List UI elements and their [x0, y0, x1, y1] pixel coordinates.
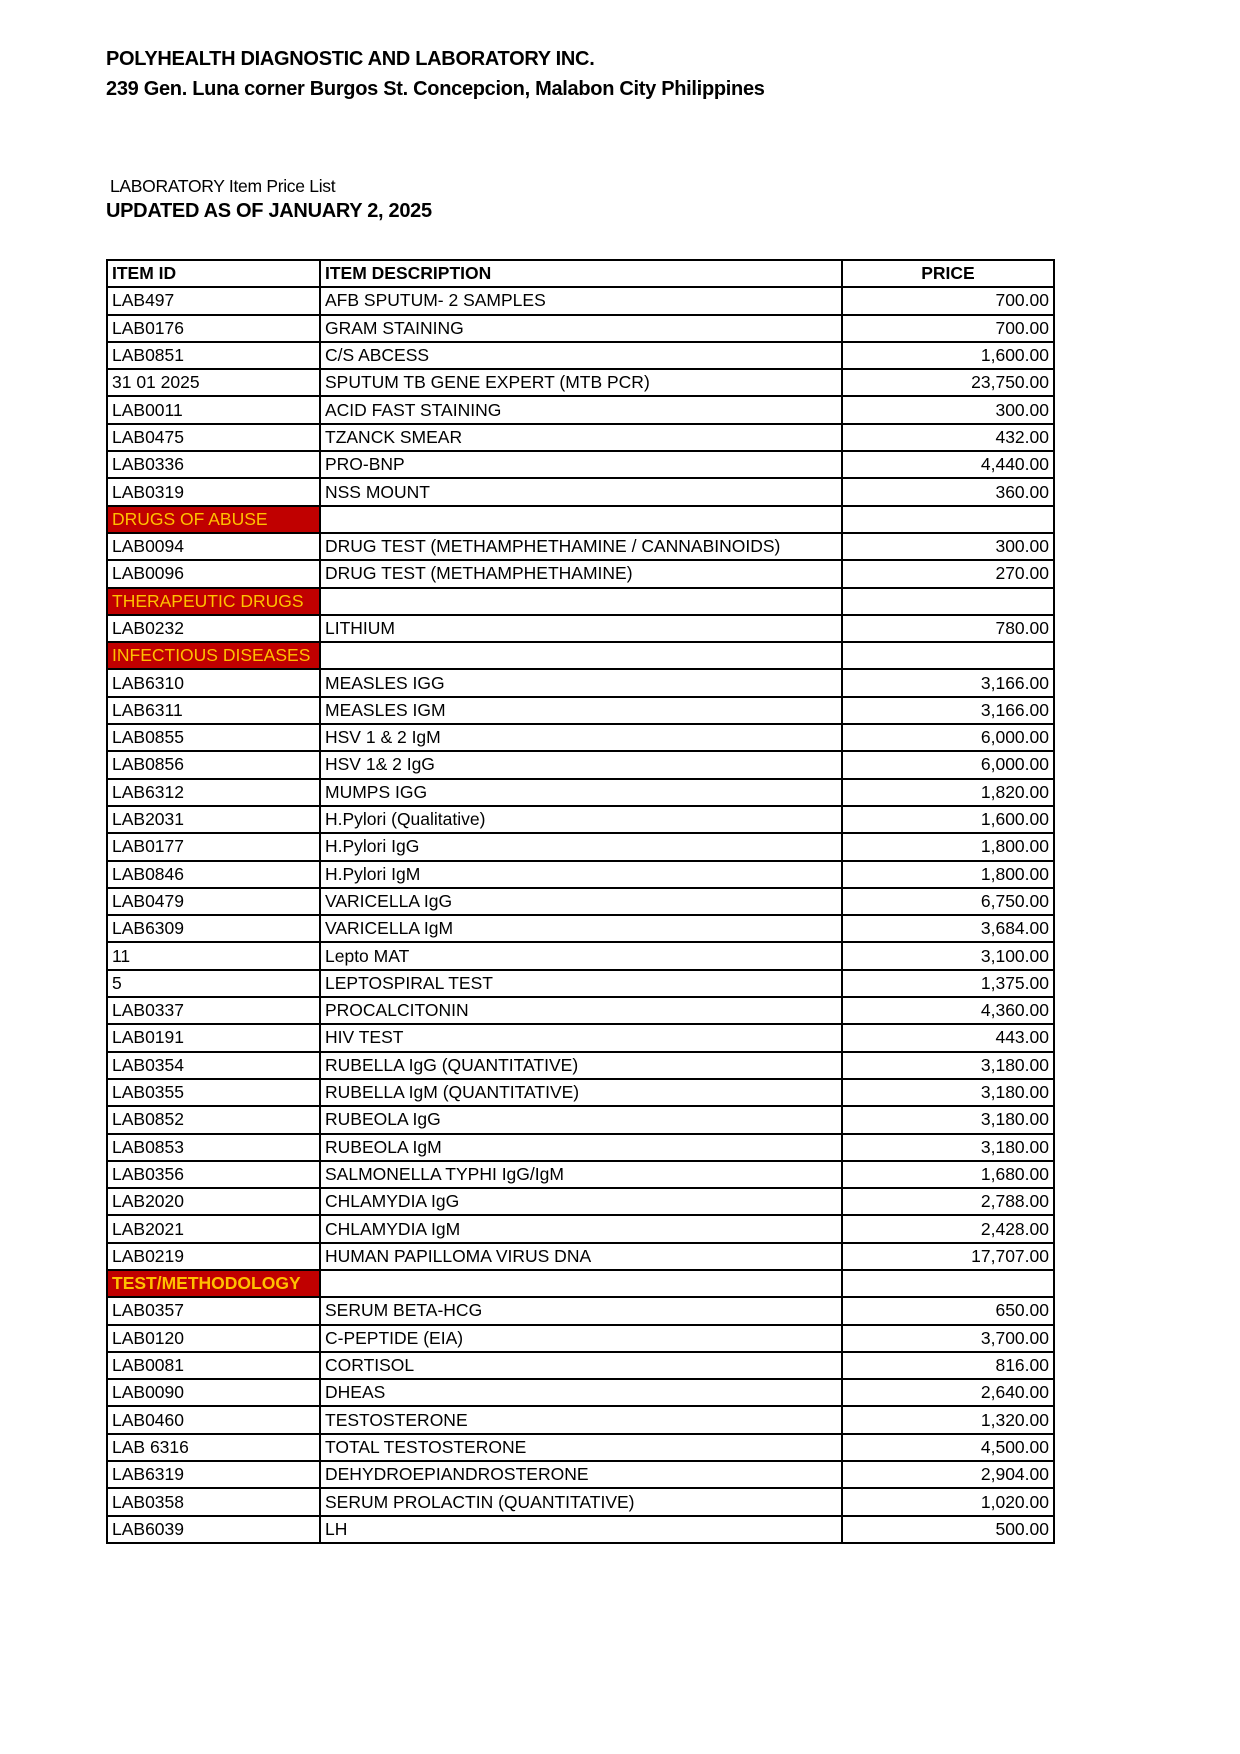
table-row [107, 478, 1054, 505]
table-row [107, 724, 1054, 751]
item-description: DEHYDROEPIANDROSTERONE [320, 1461, 842, 1488]
item-price: 3,180.00 [842, 1134, 1054, 1161]
category-label: DRUGS OF ABUSE [107, 506, 320, 533]
item-id: LAB6310 [107, 669, 320, 696]
item-price: 1,600.00 [842, 806, 1054, 833]
item-description: SERUM PROLACTIN (QUANTITATIVE) [320, 1488, 842, 1515]
item-id: LAB0094 [107, 533, 320, 560]
price-list-table [106, 259, 1055, 1544]
item-id: LAB0460 [107, 1406, 320, 1433]
table-row [107, 1161, 1054, 1188]
item-price: 700.00 [842, 315, 1054, 342]
item-description: PROCALCITONIN [320, 997, 842, 1024]
item-description: SALMONELLA TYPHI IgG/IgM [320, 1161, 842, 1188]
item-id: LAB2021 [107, 1215, 320, 1242]
item-description: GRAM STAINING [320, 315, 842, 342]
table-row [107, 560, 1054, 587]
item-price: 3,700.00 [842, 1325, 1054, 1352]
table-row [107, 1243, 1054, 1270]
item-id: LAB6319 [107, 1461, 320, 1488]
item-description: RUBEOLA IgG [320, 1106, 842, 1133]
item-price: 1,680.00 [842, 1161, 1054, 1188]
item-description: CORTISOL [320, 1352, 842, 1379]
table-row [107, 1024, 1054, 1051]
table-row [107, 861, 1054, 888]
item-description: NSS MOUNT [320, 478, 842, 505]
table-row [107, 779, 1054, 806]
item-id: LAB0219 [107, 1243, 320, 1270]
item-id: LAB0096 [107, 560, 320, 587]
item-description: DRUG TEST (METHAMPHETHAMINE / CANNABINOIDS) [320, 533, 842, 560]
item-description: HSV 1& 2 IgG [320, 751, 842, 778]
table-row [107, 1215, 1054, 1242]
category-row [107, 1270, 1054, 1297]
table-row [107, 970, 1054, 997]
item-price: 6,000.00 [842, 724, 1054, 751]
item-price: 6,000.00 [842, 751, 1054, 778]
item-description: RUBELLA IgG (QUANTITATIVE) [320, 1052, 842, 1079]
item-price: 360.00 [842, 478, 1054, 505]
table-row [107, 1079, 1054, 1106]
table-row [107, 888, 1054, 915]
table-row [107, 697, 1054, 724]
item-price: 2,788.00 [842, 1188, 1054, 1215]
empty-cell [320, 506, 842, 533]
item-price: 2,904.00 [842, 1461, 1054, 1488]
category-label: INFECTIOUS DISEASES [107, 642, 320, 669]
item-price: 17,707.00 [842, 1243, 1054, 1270]
item-price: 3,180.00 [842, 1106, 1054, 1133]
empty-cell [320, 588, 842, 615]
item-price: 3,166.00 [842, 669, 1054, 696]
item-id: LAB0011 [107, 396, 320, 423]
item-id: LAB0337 [107, 997, 320, 1024]
table-row [107, 369, 1054, 396]
item-price: 816.00 [842, 1352, 1054, 1379]
table-row [107, 1434, 1054, 1461]
item-description: CHLAMYDIA IgM [320, 1215, 842, 1242]
item-id: LAB0336 [107, 451, 320, 478]
category-row [107, 642, 1054, 669]
table-row [107, 1106, 1054, 1133]
item-description: RUBELLA IgM (QUANTITATIVE) [320, 1079, 842, 1106]
empty-cell [842, 506, 1054, 533]
item-price: 1,800.00 [842, 861, 1054, 888]
item-price: 1,800.00 [842, 833, 1054, 860]
table-row [107, 942, 1054, 969]
table-row [107, 915, 1054, 942]
item-id: LAB0319 [107, 478, 320, 505]
item-description: MEASLES IGG [320, 669, 842, 696]
item-description: RUBEOLA IgM [320, 1134, 842, 1161]
item-id: LAB0355 [107, 1079, 320, 1106]
empty-cell [320, 642, 842, 669]
table-row [107, 997, 1054, 1024]
item-description: HSV 1 & 2 IgM [320, 724, 842, 751]
item-id: LAB6311 [107, 697, 320, 724]
empty-cell [320, 1270, 842, 1297]
category-label: THERAPEUTIC DRUGS [107, 588, 320, 615]
item-description: H.Pylori IgG [320, 833, 842, 860]
empty-cell [842, 588, 1054, 615]
table-row [107, 287, 1054, 314]
item-description: ACID FAST STAINING [320, 396, 842, 423]
item-description: DHEAS [320, 1379, 842, 1406]
item-price: 500.00 [842, 1516, 1054, 1543]
item-price: 4,500.00 [842, 1434, 1054, 1461]
category-row [107, 588, 1054, 615]
item-id: LAB0176 [107, 315, 320, 342]
item-price: 300.00 [842, 396, 1054, 423]
item-description: VARICELLA IgG [320, 888, 842, 915]
item-description: SERUM BETA-HCG [320, 1297, 842, 1324]
item-description: TESTOSTERONE [320, 1406, 842, 1433]
item-price: 1,375.00 [842, 970, 1054, 997]
table-row [107, 533, 1054, 560]
item-description: HUMAN PAPILLOMA VIRUS DNA [320, 1243, 842, 1270]
item-id: LAB0475 [107, 424, 320, 451]
item-id: LAB 6316 [107, 1434, 320, 1461]
item-price: 4,360.00 [842, 997, 1054, 1024]
category-label: TEST/METHODOLOGY [107, 1270, 320, 1297]
column-header-price: PRICE [842, 260, 1054, 287]
item-price: 1,820.00 [842, 779, 1054, 806]
item-id: LAB0357 [107, 1297, 320, 1324]
item-description: TOTAL TESTOSTERONE [320, 1434, 842, 1461]
item-description: CHLAMYDIA IgG [320, 1188, 842, 1215]
item-price: 300.00 [842, 533, 1054, 560]
item-id: LAB0856 [107, 751, 320, 778]
item-price: 650.00 [842, 1297, 1054, 1324]
item-id: LAB0081 [107, 1352, 320, 1379]
table-header-row [107, 260, 1054, 287]
table-row [107, 315, 1054, 342]
table-row [107, 806, 1054, 833]
item-id: LAB0120 [107, 1325, 320, 1352]
table-row [107, 1297, 1054, 1324]
item-description: TZANCK SMEAR [320, 424, 842, 451]
table-row [107, 424, 1054, 451]
item-description: MEASLES IGM [320, 697, 842, 724]
item-description: LH [320, 1516, 842, 1543]
empty-cell [842, 1270, 1054, 1297]
item-price: 443.00 [842, 1024, 1054, 1051]
item-price: 1,600.00 [842, 342, 1054, 369]
item-price: 700.00 [842, 287, 1054, 314]
item-price: 3,180.00 [842, 1079, 1054, 1106]
table-row [107, 1379, 1054, 1406]
item-id: LAB0177 [107, 833, 320, 860]
table-row [107, 669, 1054, 696]
item-description: Lepto MAT [320, 942, 842, 969]
table-row [107, 833, 1054, 860]
item-price: 432.00 [842, 424, 1054, 451]
table-row [107, 1188, 1054, 1215]
item-description: PRO-BNP [320, 451, 842, 478]
item-description: DRUG TEST (METHAMPHETHAMINE) [320, 560, 842, 587]
item-id: LAB0191 [107, 1024, 320, 1051]
item-id: LAB0479 [107, 888, 320, 915]
item-id: LAB6039 [107, 1516, 320, 1543]
item-id: 5 [107, 970, 320, 997]
item-price: 1,020.00 [842, 1488, 1054, 1515]
item-price: 780.00 [842, 615, 1054, 642]
item-price: 2,640.00 [842, 1379, 1054, 1406]
item-description: H.Pylori (Qualitative) [320, 806, 842, 833]
table-row [107, 1352, 1054, 1379]
column-header-item-id: ITEM ID [107, 260, 320, 287]
company-name: POLYHEALTH DIAGNOSTIC AND LABORATORY INC. [106, 48, 595, 70]
item-id: LAB0090 [107, 1379, 320, 1406]
table-row [107, 751, 1054, 778]
item-price: 270.00 [842, 560, 1054, 587]
item-price: 1,320.00 [842, 1406, 1054, 1433]
item-id: LAB0232 [107, 615, 320, 642]
table-row [107, 1052, 1054, 1079]
table-row [107, 1488, 1054, 1515]
item-description: SPUTUM TB GENE EXPERT (MTB PCR) [320, 369, 842, 396]
item-description: C-PEPTIDE (EIA) [320, 1325, 842, 1352]
table-row [107, 396, 1054, 423]
item-price: 2,428.00 [842, 1215, 1054, 1242]
item-id: LAB0356 [107, 1161, 320, 1188]
item-id: LAB0354 [107, 1052, 320, 1079]
item-description: MUMPS IGG [320, 779, 842, 806]
item-id: 11 [107, 942, 320, 969]
table-row [107, 1461, 1054, 1488]
table-row [107, 451, 1054, 478]
item-description: LEPTOSPIRAL TEST [320, 970, 842, 997]
table-row [107, 1325, 1054, 1352]
table-row [107, 615, 1054, 642]
item-id: LAB0358 [107, 1488, 320, 1515]
item-id: 31 01 2025 [107, 369, 320, 396]
item-price: 4,440.00 [842, 451, 1054, 478]
item-id: LAB2020 [107, 1188, 320, 1215]
item-id: LAB6309 [107, 915, 320, 942]
item-id: LAB0846 [107, 861, 320, 888]
table-row [107, 342, 1054, 369]
item-price: 3,180.00 [842, 1052, 1054, 1079]
item-description: VARICELLA IgM [320, 915, 842, 942]
item-id: LAB0853 [107, 1134, 320, 1161]
document-subtitle: LABORATORY Item Price List [110, 176, 336, 196]
item-id: LAB0852 [107, 1106, 320, 1133]
table-row [107, 1406, 1054, 1433]
item-price: 3,684.00 [842, 915, 1054, 942]
updated-date: UPDATED AS OF JANUARY 2, 2025 [106, 200, 432, 222]
item-description: H.Pylori IgM [320, 861, 842, 888]
item-id: LAB0855 [107, 724, 320, 751]
item-id: LAB6312 [107, 779, 320, 806]
column-header-description: ITEM DESCRIPTION [320, 260, 842, 287]
item-price: 3,166.00 [842, 697, 1054, 724]
item-price: 3,100.00 [842, 942, 1054, 969]
table-row [107, 1134, 1054, 1161]
company-address: 239 Gen. Luna corner Burgos St. Concepcion, Malabon City Philippines [106, 78, 765, 100]
item-price: 23,750.00 [842, 369, 1054, 396]
item-description: LITHIUM [320, 615, 842, 642]
category-row [107, 506, 1054, 533]
item-description: HIV TEST [320, 1024, 842, 1051]
item-id: LAB2031 [107, 806, 320, 833]
item-id: LAB0851 [107, 342, 320, 369]
table-row [107, 1516, 1054, 1543]
item-id: LAB497 [107, 287, 320, 314]
item-price: 6,750.00 [842, 888, 1054, 915]
item-description: C/S ABCESS [320, 342, 842, 369]
item-description: AFB SPUTUM- 2 SAMPLES [320, 287, 842, 314]
empty-cell [842, 642, 1054, 669]
